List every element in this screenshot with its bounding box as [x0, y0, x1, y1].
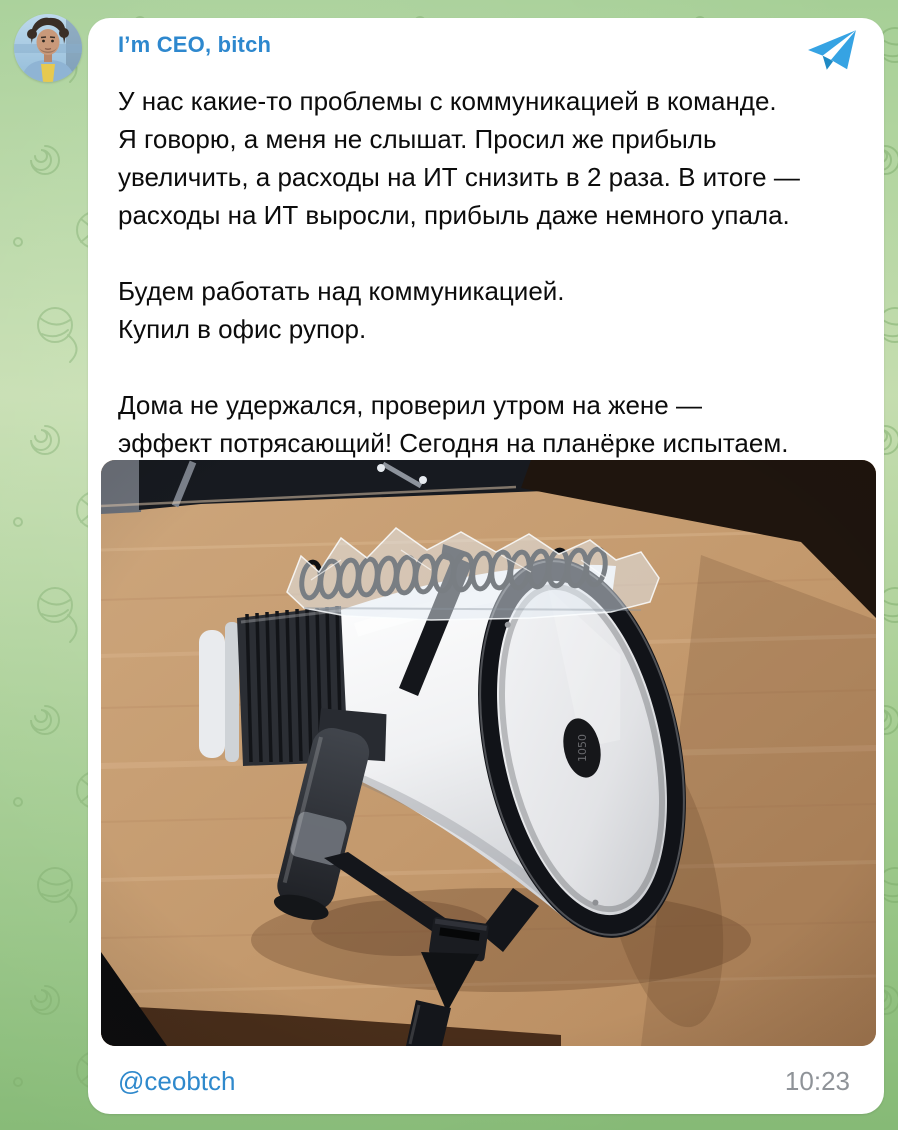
message-photo[interactable]: [101, 460, 876, 1046]
channel-username-link[interactable]: @ceobtch: [118, 1066, 236, 1096]
message-text: [118, 82, 866, 462]
message-line: [118, 348, 866, 386]
message-footer: [118, 1066, 850, 1097]
telegram-plane-icon[interactable]: [806, 28, 858, 74]
message-line: эффект потрясающий! Сегодня на планёрке испытаем.: [118, 428, 789, 458]
message-line: расходы на ИТ выросли, прибыль даже немного упала.: [118, 200, 790, 230]
message-line: увеличить, а расходы на ИТ снизить в 2 раза. В итоге —: [118, 162, 800, 192]
message-line: Купил в офис рупор.: [118, 314, 367, 344]
channel-name[interactable]: I’m CEO, bitch: [118, 32, 272, 57]
message-line: Я говорю, а меня не слышат. Просил же прибыль: [118, 124, 717, 154]
message-line: У нас какие-то проблемы с коммуникацией в команде.: [118, 86, 777, 116]
message-bubble: [88, 18, 884, 1114]
avatar-portrait-man: [14, 14, 82, 82]
message-line: Дома не удержался, проверил утром на жене —: [118, 390, 702, 420]
channel-avatar[interactable]: [14, 14, 82, 82]
megaphone-illustration: [101, 460, 876, 1046]
message-line: Будем работать над коммуникацией.: [118, 276, 565, 306]
message-time: 10:23: [784, 1066, 850, 1096]
message-line: [118, 234, 866, 272]
